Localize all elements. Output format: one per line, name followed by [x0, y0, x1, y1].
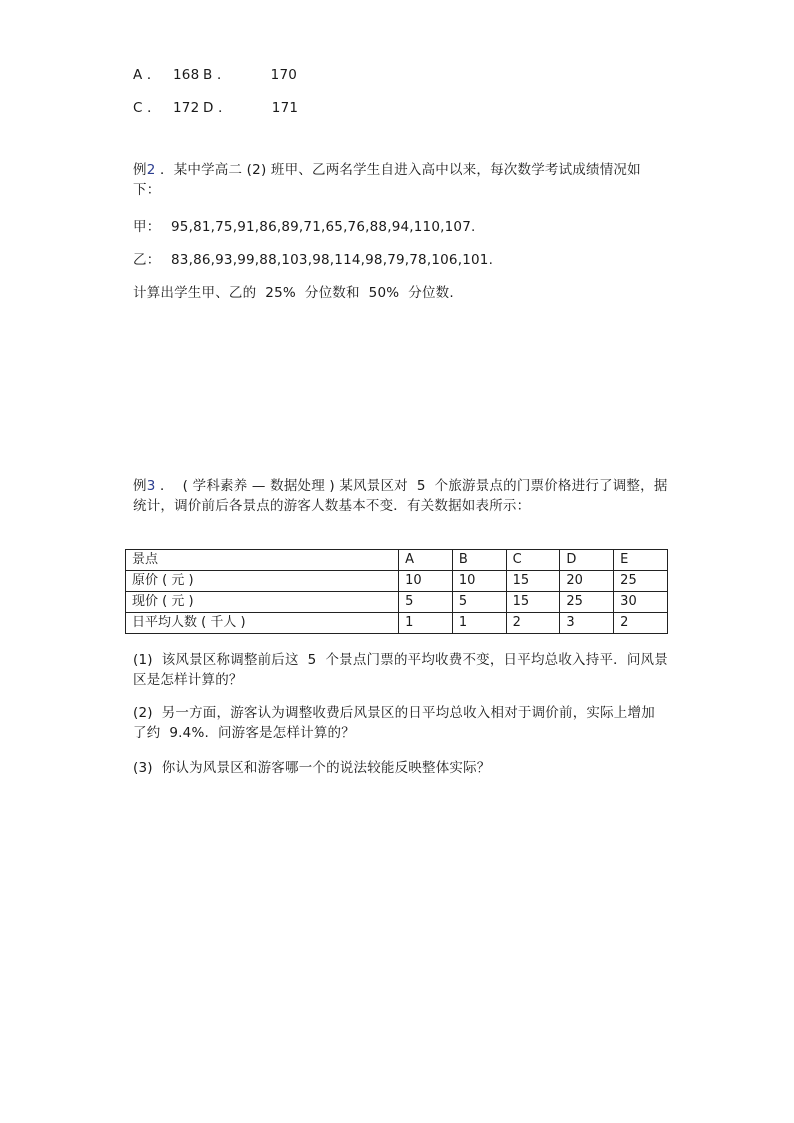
example2-prefix: 例	[133, 162, 147, 178]
table-cell: 1	[452, 613, 506, 634]
table-header-row	[126, 550, 668, 571]
options-row-cd	[133, 96, 298, 116]
example2-text: ．某中学高二 (2) 班甲、乙两名学生自进入高中以来，每次数学考试成绩情况如下：	[133, 162, 641, 198]
table-cell: 现价 ( 元 )	[126, 592, 399, 613]
yi-scores-line	[133, 248, 493, 268]
yi-scores: 83,86,93,99,88,103,98,114,98,79,78,106,101.	[171, 252, 494, 268]
table-header-cell: E	[614, 550, 668, 571]
example2-question: 计算出学生甲、乙的 25% 分位数和 50% 分位数.	[133, 285, 454, 301]
table-cell: 1	[399, 613, 453, 634]
yi-label: 乙：	[133, 252, 161, 268]
option-c-value: 172	[173, 100, 200, 116]
table-cell: 15	[506, 571, 560, 592]
table-row	[126, 613, 668, 634]
example3-question-1: (1) 该风景区称调整前后这 5 个景点门票的平均收费不变，日平均总收入持平．问风景区是怎样计算的？	[133, 652, 668, 688]
example3-question-3: (3) 你认为风景区和游客哪一个的说法较能反映整体实际？	[133, 760, 491, 776]
example3-question-2: (2) 另一方面，游客认为调整收费后风景区的日平均总收入相对于调价前，实际上增加了约 9.4%. 问游客是怎样计算的？	[133, 705, 655, 741]
table-cell: 日平均人数 ( 千人 )	[126, 613, 399, 634]
table-row	[126, 571, 668, 592]
example3-statement	[133, 476, 668, 516]
table-header-cell: C	[506, 550, 560, 571]
table-cell: 10	[452, 571, 506, 592]
table-header-cell: B	[452, 550, 506, 571]
options-row-ab	[133, 63, 297, 83]
table-cell: 20	[560, 571, 614, 592]
table-cell: 5	[452, 592, 506, 613]
example3-number: 3	[146, 478, 156, 494]
table-header-cell: A	[399, 550, 453, 571]
option-a-label: A ．	[133, 67, 161, 83]
option-c-label: C ．	[133, 100, 161, 116]
table-cell: 15	[506, 592, 560, 613]
option-b-label: B ．	[203, 67, 231, 83]
example3-text: ． ( 学科素养 — 数据处理 ) 某风景区对 5 个旅游景点的门票价格进行了调整，据统计，调价前后各景点的游客人数基本不变．有关数据如表所示：	[133, 478, 668, 514]
table-header-cell: D	[560, 550, 614, 571]
jia-scores: 95,81,75,91,86,89,71,65,76,88,94,110,107.	[171, 219, 476, 235]
table-cell: 5	[399, 592, 453, 613]
option-b-value: 170	[270, 67, 298, 83]
table-cell: 10	[399, 571, 453, 592]
table-cell: 3	[560, 613, 614, 634]
option-a-value: 168	[173, 67, 200, 83]
jia-label: 甲：	[133, 219, 161, 235]
price-table	[125, 549, 668, 634]
example2-number: 2	[146, 162, 156, 178]
table-cell: 2	[614, 613, 668, 634]
table-cell: 2	[506, 613, 560, 634]
table-row	[126, 592, 668, 613]
jia-scores-line	[133, 215, 475, 235]
table-cell: 原价 ( 元 )	[126, 571, 399, 592]
table-cell: 30	[614, 592, 668, 613]
table-cell: 25	[560, 592, 614, 613]
option-d-value: 171	[271, 100, 299, 116]
table-header-cell: 景点	[126, 550, 399, 571]
example2-statement	[133, 160, 668, 200]
example3-prefix: 例	[133, 478, 147, 494]
option-d-label: D ．	[203, 100, 232, 116]
table-cell: 25	[614, 571, 668, 592]
